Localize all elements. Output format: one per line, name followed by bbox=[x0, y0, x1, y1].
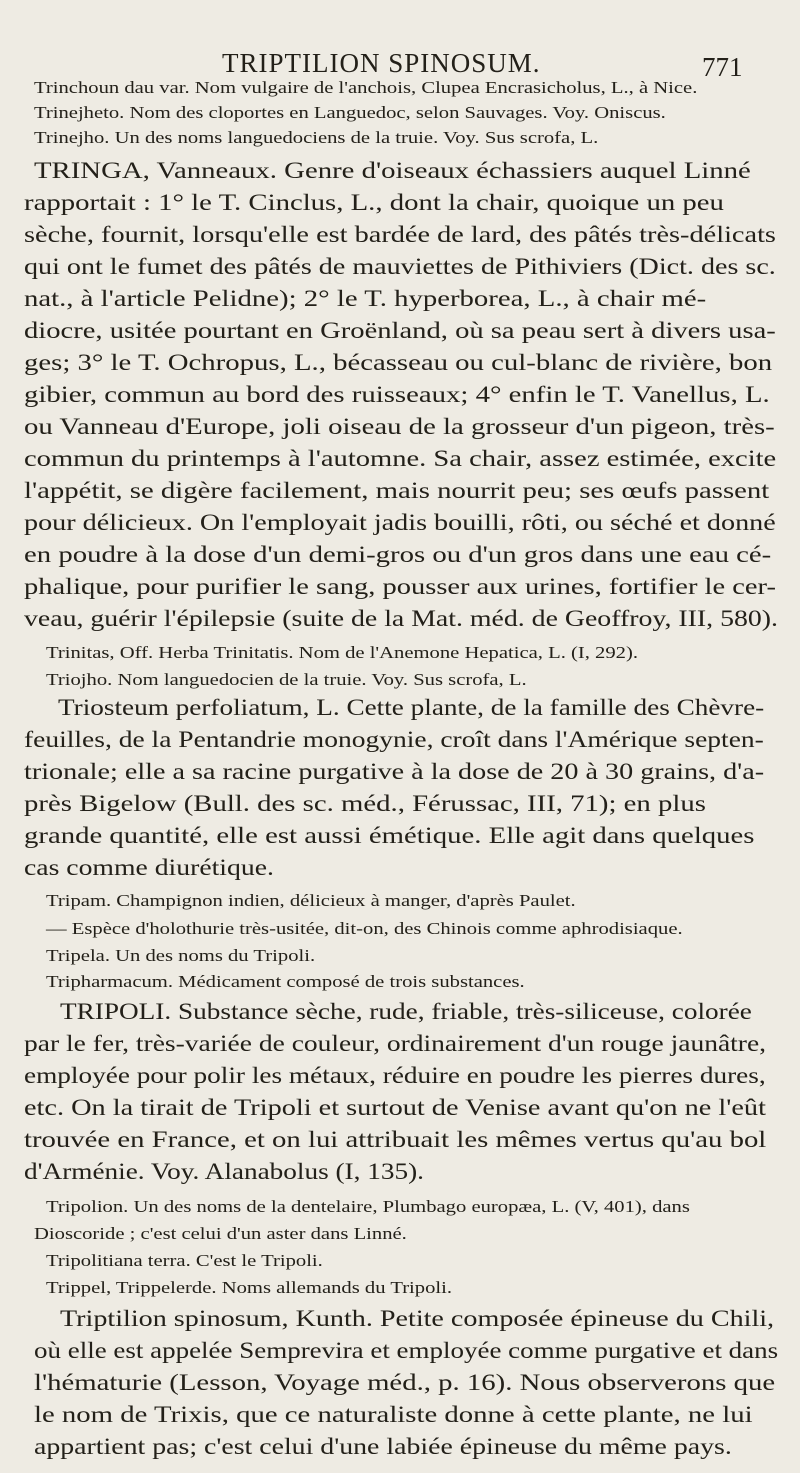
entry-line: ou Vanneau d'Europe, joli oiseau de la grosseur d'un pigeon, très- bbox=[24, 414, 775, 440]
entry-line: d'Arménie. Voy. Alanabolus (I, 135). bbox=[24, 1159, 424, 1185]
entry-line: qui ont le fumet des pâtés de mauviettes de Pithiviers (Dict. des sc. bbox=[24, 254, 776, 280]
entry-line-small: Trinitas, Off. Herba Trinitatis. Nom de l'Anemone Hepatica, L. (I, 292). bbox=[46, 642, 639, 662]
entry-line: ges; 3° le T. Ochropus, L., bécasseau ou cul-blanc de rivière, bon bbox=[24, 350, 773, 376]
entry-line: TRINGA, Vanneaux. Genre d'oiseaux échassiers auquel Linné bbox=[34, 158, 751, 184]
entry-line: en poudre à la dose d'un demi-gros ou d'un gros dans une eau cé- bbox=[24, 542, 772, 568]
entry-line: etc. On la tirait de Tripoli et surtout de Venise avant qu'on ne l'eût bbox=[24, 1095, 766, 1121]
entry-line: Triptilion spinosum, Kunth. Petite composée épineuse du Chili, bbox=[60, 1306, 775, 1332]
entry-line-small: Tripam. Champignon indien, délicieux à manger, d'après Paulet. bbox=[46, 890, 576, 910]
entry-line: phalique, pour purifier le sang, pousser aux urines, fortifier le cer- bbox=[24, 574, 776, 600]
entry-line: près Bigelow (Bull. des sc. méd., Férussac, III, 71); en plus bbox=[24, 791, 706, 817]
entry-line-small: Triojho. Nom languedocien de la truie. Voy. Sus scrofa, L. bbox=[46, 669, 527, 689]
entry-line: cas comme diurétique. bbox=[24, 855, 274, 881]
entry-line: l'appétit, se digère facilement, mais nourrit peu; ses œufs passent bbox=[24, 478, 770, 504]
entry-line: commun du printemps à l'automne. Sa chair, assez estimée, excite bbox=[24, 446, 777, 472]
entry-line: pour délicieux. On l'employait jadis bouilli, rôti, ou séché et donné bbox=[24, 510, 776, 536]
entry-line-small: Trippel, Trippelerde. Noms allemands du Tripoli. bbox=[46, 1277, 453, 1297]
entry-line: veau, guérir l'épilepsie (suite de la Mat. méd. de Geoffroy, III, 580). bbox=[24, 606, 779, 632]
entry-line: appartient pas; c'est celui d'une labiée épineuse du même pays. bbox=[34, 1434, 732, 1460]
entry-line-small: Trinejheto. Nom des cloportes en Languedoc, selon Sauvages. Voy. Oniscus. bbox=[34, 102, 666, 122]
page-number: 771 bbox=[702, 52, 743, 82]
entry-line: sèche, fournit, lorsqu'elle est bardée de lard, des pâtés très-délicats bbox=[24, 222, 776, 248]
entry-line-small: Trinchoun dau var. Nom vulgaire de l'anchois, Clupea Encrasicholus, L., à Nice. bbox=[34, 77, 698, 97]
entry-line: diocre, usitée pourtant en Groënland, où sa peau sert à divers usa- bbox=[24, 318, 776, 344]
entry-line-small: Tripolitiana terra. C'est le Tripoli. bbox=[46, 1250, 323, 1270]
entry-line: rapportait : 1° le T. Cinclus, L., dont la chair, quoique un peu bbox=[24, 190, 724, 216]
entry-line-small: Tripharmacum. Médicament composé de trois substances. bbox=[46, 971, 525, 991]
entry-line: le nom de Trixis, que ce naturaliste donne à cette plante, ne lui bbox=[34, 1402, 753, 1428]
entry-line-small: Trinejho. Un des noms languedociens de la truie. Voy. Sus scrofa, L. bbox=[34, 127, 599, 147]
entry-line-small: Dioscoride ; c'est celui d'un aster dans Linné. bbox=[34, 1223, 407, 1243]
running-title: TRIPTILION SPINOSUM. bbox=[222, 48, 541, 78]
entry-line-small: Tripela. Un des noms du Tripoli. bbox=[46, 945, 316, 965]
entry-line: feuilles, de la Pentandrie monogynie, croît dans l'Amérique septen- bbox=[24, 727, 764, 753]
entry-line: où elle est appelée Semprevira et employée comme purgative et dans bbox=[34, 1338, 779, 1364]
entry-line: employée pour polir les métaux, réduire en poudre les pierres dures, bbox=[24, 1063, 766, 1089]
entry-line-small: — Espèce d'holothurie très-usitée, dit-on, des Chinois comme aphrodisiaque. bbox=[46, 918, 683, 938]
entry-line: l'hématurie (Lesson, Voyage méd., p. 16). Nous observerons que bbox=[34, 1370, 776, 1396]
entry-line: grande quantité, elle est aussi émétique. Elle agit dans quelques bbox=[24, 823, 755, 849]
entry-line: gibier, commun au bord des ruisseaux; 4° enfin le T. Vanellus, L. bbox=[24, 382, 770, 408]
entry-line: TRIPOLI. Substance sèche, rude, friable, très-siliceuse, colorée bbox=[60, 999, 752, 1025]
entry-line: trionale; elle a sa racine purgative à la dose de 20 à 30 grains, d'a- bbox=[24, 759, 765, 785]
entry-line: nat., à l'article Pelidne); 2° le T. hyperborea, L., à chair mé- bbox=[24, 286, 707, 312]
entry-line: par le fer, très-variée de couleur, ordinairement d'un rouge jaunâtre, bbox=[24, 1031, 767, 1057]
entry-line: trouvée en France, et on lui attribuait les mêmes vertus qu'au bol bbox=[24, 1127, 767, 1153]
entry-line: Triosteum perfoliatum, L. Cette plante, de la famille des Chèvre- bbox=[58, 695, 765, 721]
entry-line-small: Tripolion. Un des noms de la dentelaire, Plumbago europæa, L. (V, 401), dans bbox=[46, 1196, 690, 1216]
